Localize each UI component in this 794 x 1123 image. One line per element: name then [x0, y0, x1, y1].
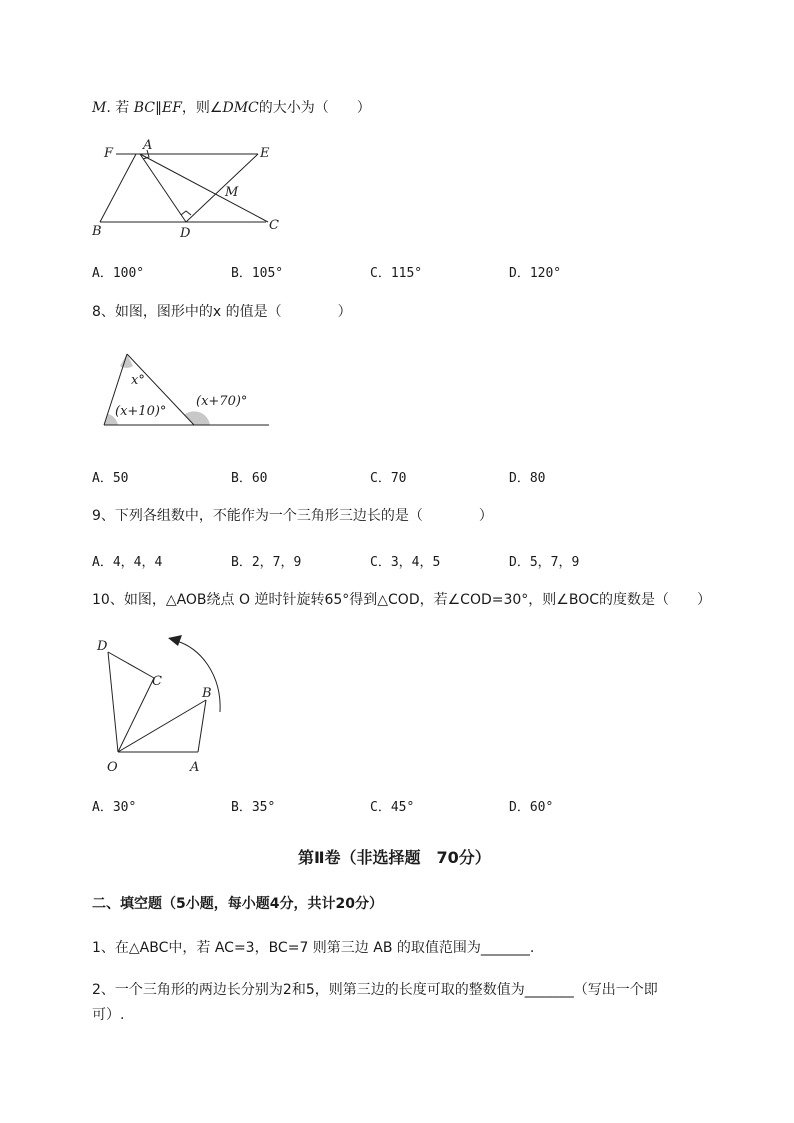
q8-option-a[interactable]: A．50 [92, 471, 129, 486]
fill-question-2-line2: 可）. [92, 1007, 125, 1023]
q8-figure [96, 346, 276, 430]
q7-stem-part: EF [161, 100, 182, 116]
q7-stem-part: M [92, 100, 107, 116]
label-C: C [152, 674, 162, 689]
section-title: 第Ⅱ卷（非选择题 70分） [298, 848, 491, 867]
label-F: F [104, 146, 114, 161]
label-top-angle: x° [131, 373, 145, 388]
q10-stem: 10、如图，△AOB绕点 O 逆时针旋转65°得到△COD，若∠COD=30°，则∠BOC的度数是（ ） [92, 592, 711, 608]
label-A: A [143, 138, 153, 153]
label-C: C [269, 218, 279, 233]
q8-option-b[interactable]: B．60 [231, 471, 268, 486]
q8-option-c[interactable]: C．70 [370, 471, 407, 486]
q7-figure [88, 136, 298, 244]
q7-stem-part: ∥ [154, 100, 162, 116]
section-heading: 二、填空题（5小题，每小题4分，共计20分） [92, 896, 383, 912]
label-D: D [180, 226, 191, 241]
q7-option-d[interactable]: D．120° [509, 266, 562, 281]
label-O: O [107, 760, 118, 775]
label-A: A [190, 760, 200, 775]
label-E: E [260, 146, 270, 161]
q8-option-d[interactable]: D．80 [509, 471, 546, 486]
q10-figure [90, 630, 240, 780]
q9-option-c[interactable]: C．3，4，5 [370, 555, 441, 570]
label-D: D [97, 639, 108, 654]
q10-option-b[interactable]: B．35° [231, 800, 276, 815]
q7-stem-part: ，则∠ [181, 100, 223, 116]
label-M: M [225, 185, 239, 200]
q7-option-a[interactable]: A．100° [92, 266, 145, 281]
q9-option-a[interactable]: A．4，4，4 [92, 555, 163, 570]
q7-option-b[interactable]: B．105° [231, 266, 284, 281]
q9-option-d[interactable]: D．5，7，9 [509, 555, 580, 570]
q9-option-b[interactable]: B．2，7，9 [231, 555, 302, 570]
q10-option-c[interactable]: C．45° [370, 800, 415, 815]
label-right-angle: (x+70)° [196, 394, 248, 409]
q8-stem: 8、如图，图形中的x 的值是（ ） [92, 304, 352, 320]
label-B: B [202, 686, 212, 701]
q7-stem [92, 98, 371, 118]
q7-option-c[interactable]: C．115° [370, 266, 423, 281]
q9-stem: 9、下列各组数中，不能作为一个三角形三边长的是（ ） [92, 508, 493, 524]
label-left-angle: (x+10)° [115, 404, 167, 419]
q7-stem-part: 的大小为（ ） [258, 100, 371, 116]
fill-question-2-line1: 2、一个三角形的两边长分别为2和5，则第三边的长度可取的整数值为_______（写出一个即 [92, 982, 658, 998]
q10-option-a[interactable]: A．30° [92, 800, 137, 815]
q10-option-d[interactable]: D．60° [509, 800, 554, 815]
label-B: B [92, 224, 102, 239]
q7-stem-part: BC [133, 100, 155, 116]
q7-stem-part: DMC [222, 100, 259, 116]
fill-question-1: 1、在△ABC中，若 AC=3，BC=7 则第三边 AB 的取值范围为_______. [92, 940, 535, 956]
q7-stem-part: . 若 [106, 100, 134, 116]
